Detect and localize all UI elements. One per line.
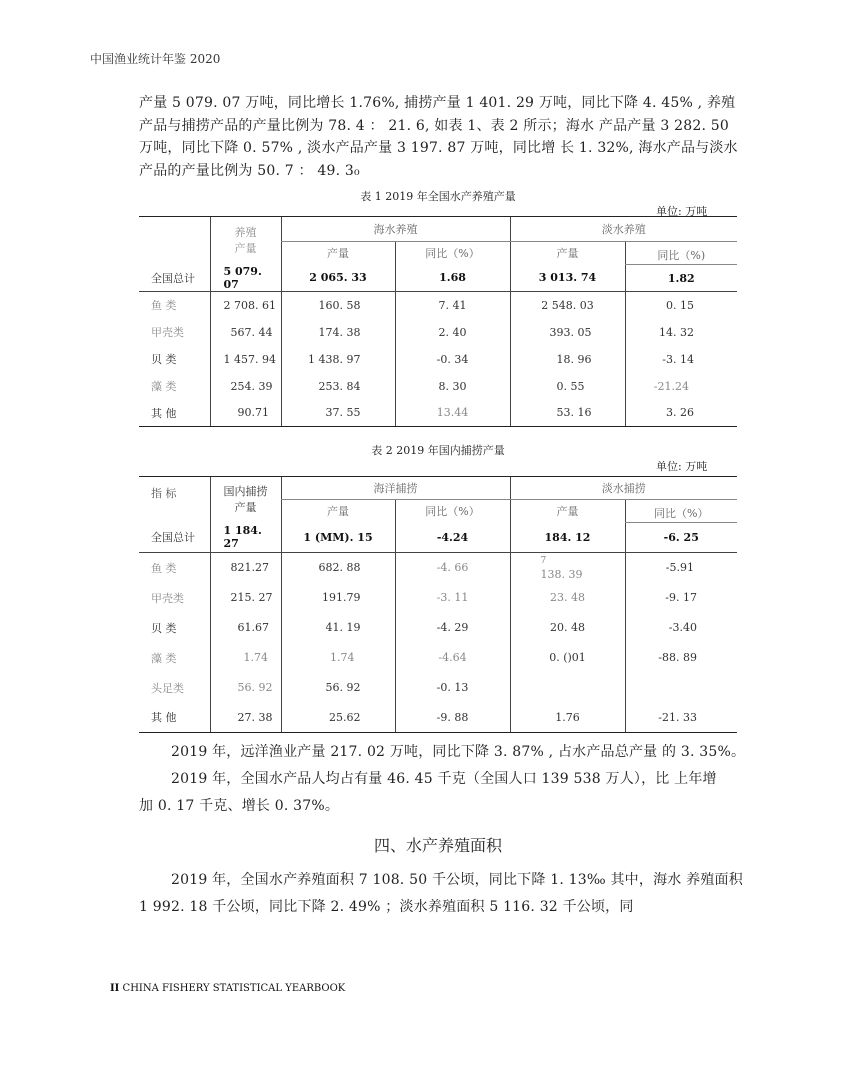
cell-fresh-pct: -88. 89 xyxy=(625,643,737,673)
table1-unit: 单位: 万吨 xyxy=(656,205,708,218)
cell-fresh-pct: -5.91 xyxy=(625,553,737,583)
cell-fresh-pct: -21.24 xyxy=(625,373,737,400)
cell-total: 254. 39 xyxy=(210,373,281,400)
cell-sea-pct: 1.68 xyxy=(395,265,510,292)
distant-fishery-line: 2019 年，远洋渔业产量 217. 02 万吨，同比下降 3. 87% , 占水产品总产量 的 3. 35%。 xyxy=(171,744,746,760)
table1-header-blank xyxy=(139,217,210,265)
cell-sea: 1 438. 97 xyxy=(281,346,395,373)
cell-fresh: 0. 55 xyxy=(510,373,625,400)
table1-header-total xyxy=(210,217,281,265)
cell-total: 1.74 xyxy=(210,643,281,673)
cell-fresh-pct: 14. 32 xyxy=(625,319,737,346)
cell-sea-pct: -4. 29 xyxy=(395,613,510,643)
table2-header-total-l1: 国内捕捞 xyxy=(223,484,268,498)
cell-sea: 191.79 xyxy=(281,583,395,613)
cell-fresh-pct: -9. 17 xyxy=(625,583,737,613)
intro-line: 万吨，同比下降 0. 57% , 淡水产品产量 3 197. 87 万吨，同比增 长 1. 32%, 海水产品与淡水 xyxy=(139,140,738,156)
row-label: 全国总计 xyxy=(139,523,210,553)
cell-fresh xyxy=(510,673,625,703)
cell-sea: 37. 55 xyxy=(281,400,395,427)
cell-total: 1 184. 27 xyxy=(210,523,281,553)
cell-fresh: 184. 12 xyxy=(510,523,625,553)
cell-sea-pct: -9. 88 xyxy=(395,703,510,733)
table2-subheader-fresh-prod: 产量 xyxy=(510,500,625,523)
table2-header-sea: 海洋捕捞 xyxy=(281,477,510,500)
table-row xyxy=(139,292,737,319)
table2-header-fresh: 淡水捕捞 xyxy=(510,477,737,500)
row-label: 藻 类 xyxy=(151,380,177,393)
section-title: 四、水产养殖面积 xyxy=(373,836,502,855)
table1-subheader-sea-prod: 产量 xyxy=(281,242,395,265)
cell-sea: 2 065. 33 xyxy=(281,265,395,292)
table-row xyxy=(139,703,737,733)
row-label: 甲壳类 xyxy=(151,326,184,339)
distant-fishery-paragraph xyxy=(139,741,746,764)
row-label: 其 他 xyxy=(139,703,210,733)
cell-total: 5 079. 07 xyxy=(210,265,281,292)
row-label: 鱼 类 xyxy=(151,299,177,313)
cell-fresh: 23. 48 xyxy=(510,583,625,613)
footer-page-number: II xyxy=(110,983,120,994)
table1-subheader-sea-pct: 同比（%） xyxy=(395,242,510,265)
cell-sea-pct: 8. 30 xyxy=(395,373,510,400)
table2-subheader-sea-pct: 同比（%） xyxy=(395,500,510,523)
cell-sea-pct: 7. 41 xyxy=(395,292,510,319)
table-row xyxy=(139,400,737,427)
cell-total: 90.71 xyxy=(210,400,281,427)
table2-unit: 单位: 万吨 xyxy=(656,460,708,473)
per-capita-line-1: 2019 年，全国水产品人均占有量 46. 45 千克（全国人口 139 538 万人），比 上年增 xyxy=(171,771,717,787)
cell-fresh-pct: -21. 33 xyxy=(625,703,737,733)
table-row xyxy=(139,319,737,346)
cell-sea-pct: -4.24 xyxy=(395,523,510,553)
aquaculture-area-paragraph xyxy=(139,869,743,918)
table1-header-total-l1: 养殖 xyxy=(234,225,257,239)
table1-subheader-fresh-prod: 产量 xyxy=(510,242,625,265)
cell-fresh: 2 548. 03 xyxy=(510,292,625,319)
table2-subheader-sea-prod: 产量 xyxy=(281,500,395,523)
table2-caption: 表 2 2019 年国内捕捞产量 xyxy=(371,444,505,457)
table-row xyxy=(139,523,737,553)
intro-line: 产品与捕捞产品的产量比例为 78. 4 ： 21. 6, 如表 1、表 2 所示；海水 产品产量 3 282. 50 xyxy=(139,117,729,134)
cell-sea: 682. 88 xyxy=(281,553,395,583)
cell-sea: 41. 19 xyxy=(281,613,395,643)
cell-fresh-pct xyxy=(625,673,737,703)
row-label: 鱼 类 xyxy=(151,561,177,575)
cell-fresh: 18. 96 xyxy=(510,346,625,373)
cell-sea: 1.74 xyxy=(281,643,395,673)
per-capita-line-2: 加 0. 17 千克、增长 0. 37%。 xyxy=(139,797,340,814)
footer-text: CHINA FISHERY STATISTICAL YEARBOOK xyxy=(122,983,346,994)
cell-total: 61.67 xyxy=(210,613,281,643)
row-label: 贝 类 xyxy=(151,621,177,635)
cell-total: 27. 38 xyxy=(210,703,281,733)
cell-fresh xyxy=(510,553,625,583)
cell-fresh: 0. ()01 xyxy=(510,643,625,673)
cell-fresh-mark: 7 xyxy=(540,555,547,566)
table1 xyxy=(139,216,737,427)
table-row xyxy=(139,553,737,583)
per-capita-paragraph xyxy=(139,768,737,817)
cell-fresh-pct: 0. 15 xyxy=(625,292,737,319)
row-label: 贝 类 xyxy=(151,353,177,366)
cell-fresh: 1.76 xyxy=(510,703,625,733)
cell-fresh: 3 013. 74 xyxy=(510,265,625,292)
row-label: 藻 类 xyxy=(151,651,177,665)
table-row xyxy=(139,643,737,673)
row-label: 甲壳类 xyxy=(151,591,184,605)
cell-fresh: 393. 05 xyxy=(510,319,625,346)
area-line-1: 2019 年，全国水产养殖面积 7 108. 50 千公顷，同比下降 1. 13‰ 其中，海水 养殖面积 xyxy=(171,872,743,888)
table-row xyxy=(139,673,737,703)
cell-total: 821.27 xyxy=(210,553,281,583)
cell-fresh-pct: -3.40 xyxy=(625,613,737,643)
table-row xyxy=(139,265,737,292)
cell-total: 567. 44 xyxy=(210,319,281,346)
cell-total: 215. 27 xyxy=(210,583,281,613)
cell-sea-pct: 13.44 xyxy=(395,400,510,427)
cell-sea-pct: -0. 34 xyxy=(395,346,510,373)
cell-fresh: 20. 48 xyxy=(510,613,625,643)
table1-header-total-l2: 产量 xyxy=(234,241,257,255)
cell-sea: 174. 38 xyxy=(281,319,395,346)
intro-line: 产量 5 079. 07 万吨，同比增长 1.76%, 捕捞产量 1 401. 29 万吨，同比下降 4. 45% , 养殖 xyxy=(139,95,736,111)
page-footer xyxy=(110,983,345,994)
table1-header-sea: 海水养殖 xyxy=(281,217,510,242)
table2-header-total-l2: 产量 xyxy=(234,500,257,514)
cell-total: 1 457. 94 xyxy=(210,346,281,373)
table1-subheader-fresh-pct: 同比（%) xyxy=(625,242,737,265)
cell-sea: 56. 92 xyxy=(281,673,395,703)
table2-subheader-fresh-pct: 同比（%） xyxy=(625,500,737,523)
cell-sea: 25.62 xyxy=(281,703,395,733)
cell-fresh-pct: 3. 26 xyxy=(625,400,737,427)
intro-paragraph xyxy=(139,92,737,182)
cell-sea: 160. 58 xyxy=(281,292,395,319)
intro-line: 产品的产量比例为 50. 7 ： 49. 3₀ xyxy=(139,162,360,179)
table-row xyxy=(139,346,737,373)
cell-sea-pct: -4. 66 xyxy=(395,553,510,583)
table-row xyxy=(139,373,737,400)
cell-total: 56. 92 xyxy=(210,673,281,703)
cell-fresh-value: 138. 39 xyxy=(540,567,583,581)
table1-caption: 表 1 2019 年全国水产养殖产量 xyxy=(360,190,516,203)
row-label: 头足类 xyxy=(151,681,184,695)
cell-sea-pct: 2. 40 xyxy=(395,319,510,346)
table-row xyxy=(139,583,737,613)
cell-sea-pct: -0. 13 xyxy=(395,673,510,703)
area-line-2: 1 992. 18 千公顷，同比下降 2. 49% ；淡水养殖面积 5 116. 32 千公顷，同 xyxy=(139,898,634,915)
row-label: 其 他 xyxy=(139,400,210,427)
cell-sea-pct: -3. 11 xyxy=(395,583,510,613)
cell-fresh-pct: -6. 25 xyxy=(625,523,737,553)
cell-fresh: 53. 16 xyxy=(510,400,625,427)
running-header: 中国渔业统计年鉴 2020 xyxy=(90,52,221,66)
table2-header-indicator: 指 标 xyxy=(139,477,210,523)
cell-fresh-pct: -3. 14 xyxy=(625,346,737,373)
cell-total: 2 708. 61 xyxy=(210,292,281,319)
table2-header-total xyxy=(210,477,281,523)
cell-sea-pct: -4.64 xyxy=(395,643,510,673)
cell-fresh-pct: 1.82 xyxy=(625,265,737,292)
cell-sea: 1 (MM). 15 xyxy=(281,523,395,553)
table2 xyxy=(139,476,737,733)
cell-sea: 253. 84 xyxy=(281,373,395,400)
row-label: 全国总计 xyxy=(139,265,210,292)
table-row xyxy=(139,613,737,643)
table1-header-fresh: 淡水养殖 xyxy=(510,217,737,242)
